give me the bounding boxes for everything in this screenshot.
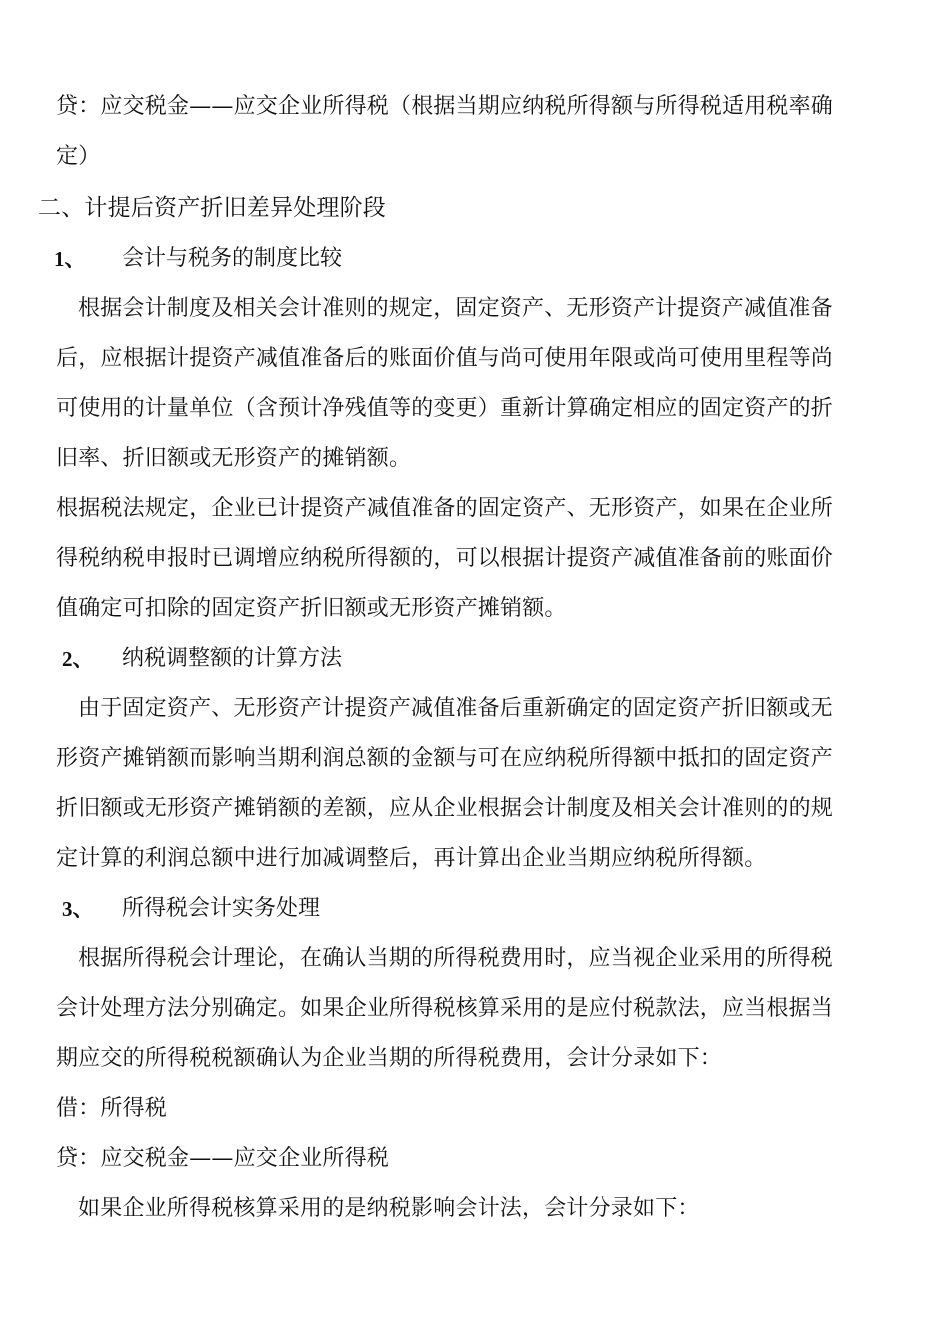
text-line: 如果企业所得税核算采用的是纳税影响会计法，会计分录如下： [78, 1196, 700, 1221]
text-line: 根据所得税会计理论，在确认当期的所得税费用时，应当视企业采用的所得税 [78, 946, 833, 971]
text-line: 折旧额或无形资产摊销额的差额，应从企业根据会计制度及相关会计准则的的规 [56, 796, 834, 821]
text-line: 值确定可扣除的固定资产折旧额或无形资产摊销额。 [56, 596, 567, 621]
text-line: 由于固定资产、无形资产计提资产减值准备后重新确定的固定资产折旧额或无 [78, 696, 833, 721]
text-line: 得税纳税申报时已调增应纳税所得额的，可以根据计提资产减值准备前的账面价 [56, 546, 834, 571]
text-line: 借：所得税 [56, 1096, 168, 1121]
section-heading: 二、计提后资产折旧差异处理阶段 [38, 195, 386, 221]
subheading-number: 3、 [62, 897, 94, 921]
text-line: 定计算的利润总额中进行加减调整后，再计算出企业当期应纳税所得额。 [56, 846, 767, 871]
subheading-title: 所得税会计实务处理 [122, 896, 321, 921]
text-line: 形资产摊销额而影响当期利润总额的金额与可在应纳税所得额中抵扣的固定资产 [56, 746, 834, 771]
text-line: 可使用的计量单位（含预计净残值等的变更）重新计算确定相应的固定资产的折 [56, 396, 834, 421]
text-line: 定） [56, 144, 101, 169]
text-line: 贷：应交税金——应交企业所得税 [56, 1146, 390, 1171]
subheading-number: 1、 [54, 247, 86, 271]
text-line: 期应交的所得税税额确认为企业当期的所得税费用，会计分录如下： [56, 1046, 723, 1071]
text-line: 根据会计制度及相关会计准则的规定，固定资产、无形资产计提资产减值准备 [78, 296, 833, 321]
text-line: 会计处理方法分别确定。如果企业所得税核算采用的是应付税款法，应当根据当 [56, 996, 834, 1021]
text-line: 旧率、折旧额或无形资产的摊销额。 [56, 446, 412, 471]
text-line: 根据税法规定，企业已计提资产减值准备的固定资产、无形资产，如果在企业所 [56, 496, 834, 521]
text-line: 贷：应交税金——应交企业所得税（根据当期应纳税所得额与所得税适用税率确 [56, 94, 834, 119]
text-line: 后，应根据计提资产减值准备后的账面价值与尚可使用年限或尚可使用里程等尚 [56, 346, 834, 371]
subheading-title: 会计与税务的制度比较 [122, 246, 343, 271]
subheading-number: 2、 [62, 647, 94, 671]
subheading-title: 纳税调整额的计算方法 [122, 646, 343, 671]
